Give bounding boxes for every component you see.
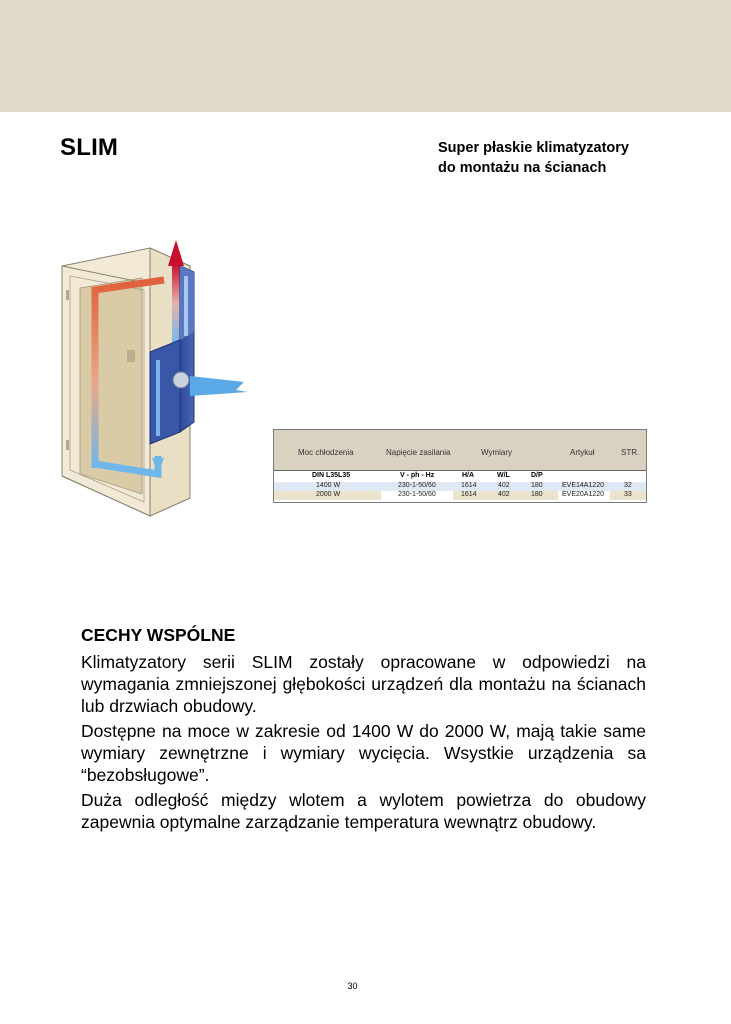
header-band	[0, 0, 731, 112]
row-height: 1614	[461, 491, 477, 498]
table-row	[274, 491, 646, 500]
row-depth: 180	[531, 482, 543, 489]
spec-table-header	[274, 430, 646, 470]
air-conditioner-diagram-icon	[58, 236, 258, 518]
row-depth: 180	[531, 491, 543, 498]
header-page: STR.	[621, 448, 640, 457]
page-title: SLIM	[60, 134, 119, 161]
row-voltage: 230-1-50/60	[398, 482, 436, 489]
header-article: Artykuł	[570, 448, 595, 457]
sub-height: H/A	[462, 472, 475, 479]
sub-standard: DIN L35L35	[312, 472, 351, 479]
features-paragraph-1: Klimatyzatory serii SLIM zostały opracowane w odpowiedzi na wymagania zmniejszonej głębokości urządzeń dla montażu na ścianach lub drzwiach obudowy.	[81, 652, 646, 716]
subtitle-line-1: Super płaskie klimatyzatory	[438, 140, 629, 156]
header-dimensions: Wymiary	[481, 448, 513, 457]
header-cooling-power: Moc chłodzenia	[298, 448, 354, 457]
row-height: 1614	[461, 482, 477, 489]
subtitle-line-2: do montażu na ścianach	[438, 160, 607, 176]
row-article: EVE14A1220	[562, 482, 605, 489]
row-power: 1400 W	[316, 482, 341, 489]
page-subtitle	[438, 138, 629, 178]
header-supply-voltage: Napięcie zasilania	[386, 448, 451, 457]
features-paragraph-2: Dostępne na moce w zakresie od 1400 W do 2000 W, mają takie same wymiary zewnętrzne i wymiary wycięcia. Wsystkie urządzenia sa “bezobsługowe”.	[81, 721, 646, 785]
row-width: 402	[498, 482, 510, 489]
features-heading: CECHY WSPÓLNE	[81, 625, 236, 645]
row-article: EVE20A1220	[562, 491, 605, 498]
page-number: 30	[347, 981, 358, 991]
row-page: 33	[624, 491, 632, 498]
table-row	[274, 482, 646, 491]
row-width: 402	[498, 491, 510, 498]
sub-depth: D/P	[531, 472, 543, 479]
row-power: 2000 W	[316, 491, 341, 498]
spec-table	[273, 429, 647, 503]
row-voltage: 230-1-50/60	[398, 491, 436, 498]
sub-units: V - ph - Hz	[400, 472, 435, 479]
sub-width: W/L	[497, 472, 510, 479]
row-page: 32	[624, 482, 632, 489]
features-paragraph-3: Duża odległość między wlotem a wylotem powietrza do obudowy zapewnia optymalne zarządzanie temperatura wewnątrz obudowy.	[81, 790, 646, 832]
